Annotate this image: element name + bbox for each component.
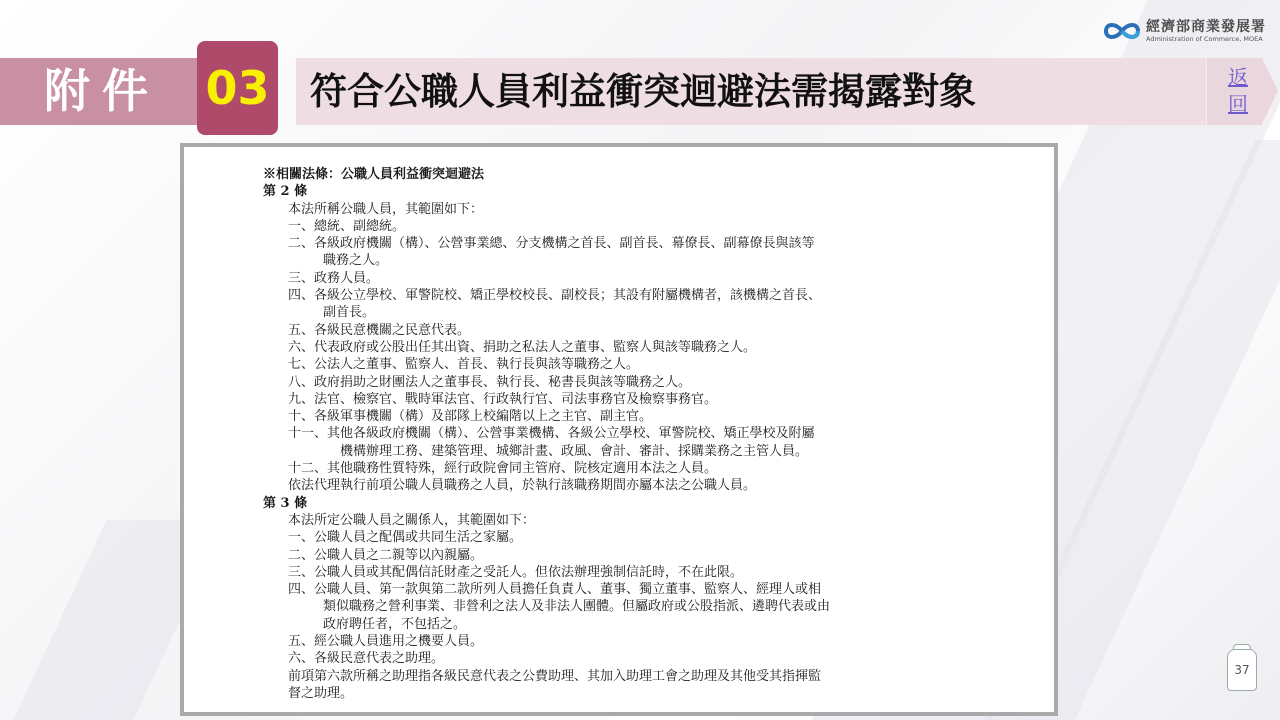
document-line: 機構辦理工務、建築管理、城鄉計畫、政風、會計、審計、採購業務之主管人員。 bbox=[340, 443, 809, 459]
document-line: 二、各級政府機關（構）、公營事業總、分支機構之首長、副首長、幕僚長、副幕僚長與該等 bbox=[288, 236, 815, 252]
document-line: 督之助理。 bbox=[288, 685, 354, 701]
document-line: 本法所稱公職人員，其範圍如下： bbox=[288, 201, 484, 217]
document-line: 一、總統、副總統。 bbox=[288, 218, 406, 234]
document-line: 政府聘任者，不包括之。 bbox=[323, 616, 467, 632]
document-line: 九、法官、檢察官、戰時軍法官、行政執行官、司法事務官及檢察事務官。 bbox=[288, 391, 718, 407]
infinity-logo-icon bbox=[1102, 18, 1142, 44]
back-arrow-shape bbox=[1262, 58, 1278, 124]
document-line: 職務之人。 bbox=[323, 253, 389, 269]
document-line: 三、政務人員。 bbox=[288, 270, 380, 286]
back-link[interactable]: 返回 bbox=[1228, 65, 1248, 116]
document-line: 十一、其他各級政府機關（構）、公營事業機構、各級公立學校、軍警院校、矯正學校及附屬 bbox=[288, 426, 815, 442]
document-line: 本法所定公職人員之關係人，其範圍如下： bbox=[288, 512, 536, 528]
document-line: 依法代理執行前項公職人員職務之人員，於執行該職務期間亦屬本法之公職人員。 bbox=[288, 478, 757, 494]
logo-name-en: Administration of Commerce, MOEA bbox=[1146, 34, 1263, 43]
document-line: 四、公職人員、第一款與第二款所列人員擔任負責人、董事、獨立董事、監察人、經理人或相 bbox=[288, 582, 822, 598]
appendix-label: 附件 bbox=[44, 64, 160, 118]
document-line: 五、經公職人員進用之機要人員。 bbox=[288, 634, 484, 650]
document-line: 十二、其他職務性質特殊，經行政院會同主管府、院核定適用本法之人員。 bbox=[288, 461, 718, 477]
document-line: 七、公法人之董事、監察人、首長、執行長與該等職務之人。 bbox=[288, 357, 640, 373]
document-line: 六、代表政府或公股出任其出資、捐助之私法人之董事、監察人與該等職務之人。 bbox=[288, 339, 757, 355]
document-line: 十、各級軍事機關（構）及部隊上校編階以上之主官、副主官。 bbox=[288, 409, 653, 425]
document-line: ※相關法條：公職人員利益衝突迴避法 bbox=[263, 167, 485, 182]
document-line: 二、公職人員之二親等以內親屬。 bbox=[288, 547, 484, 563]
document-line: 類似職務之營利事業、非營利之法人及非法人團體。但屬政府或公股指派、遴聘代表或由 bbox=[323, 599, 831, 615]
page-title: 符合公職人員利益衝突迴避法需揭露對象 bbox=[310, 70, 976, 113]
document-line: 第 3 條 bbox=[263, 495, 308, 511]
document-line: 四、各級公立學校、軍警院校、矯正學校校長、副校長；其設有附屬機構者，該機構之首長、 bbox=[288, 288, 822, 304]
law-document-text bbox=[263, 166, 1023, 702]
page-number: 37 bbox=[1227, 649, 1257, 691]
document-line: 前項第六款所稱之助理指各級民意代表之公費助理、其加入助理工會之助理及其他受其指揮監 bbox=[288, 668, 822, 684]
document-line: 一、公職人員之配偶或共同生活之家屬。 bbox=[288, 530, 523, 546]
ministry-logo bbox=[1102, 18, 1266, 44]
document-line: 八、政府捐助之財團法人之董事長、執行長、秘書長與該等職務之人。 bbox=[288, 374, 692, 390]
logo-name-cn: 經濟部商業發展署 bbox=[1146, 18, 1266, 35]
document-line: 六、各級民意代表之助理。 bbox=[288, 651, 445, 667]
document-line: 副首長。 bbox=[323, 305, 376, 321]
document-line: 第 2 條 bbox=[263, 184, 308, 200]
appendix-number: 03 bbox=[197, 41, 278, 135]
document-line: 三、公職人員或其配偶信託財產之受託人。但依法辦理強制信託時，不在此限。 bbox=[288, 564, 744, 580]
law-document-frame bbox=[180, 143, 1058, 716]
document-line: 五、各級民意機關之民意代表。 bbox=[288, 322, 471, 338]
